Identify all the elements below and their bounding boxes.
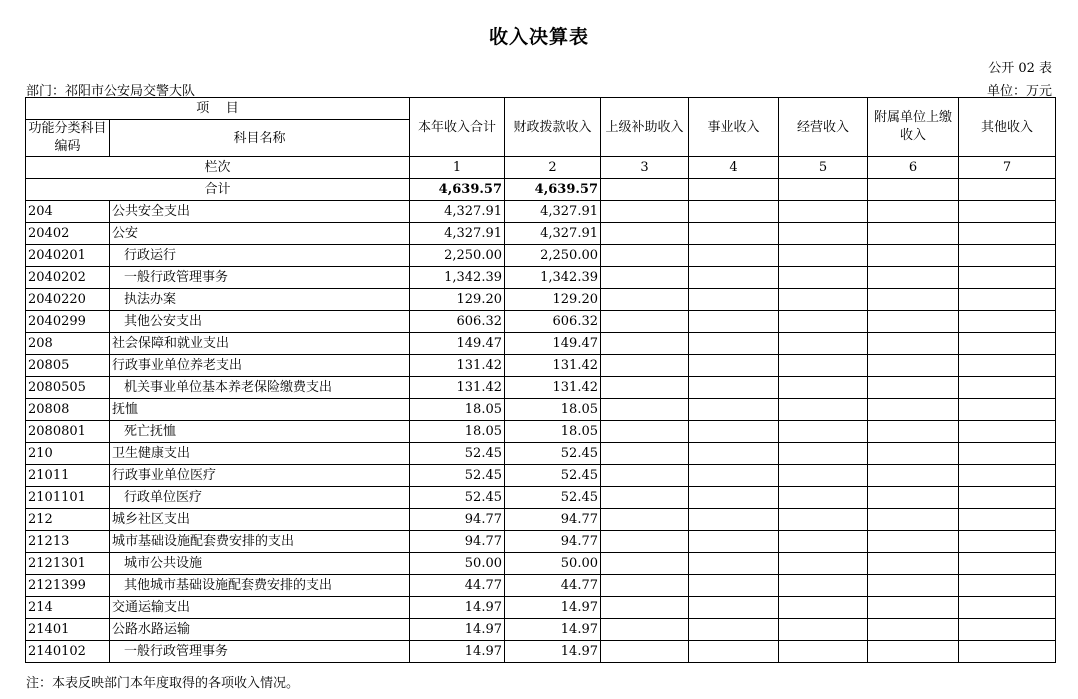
row-fiscal-income: 50.00 [505, 553, 601, 575]
empty-cell [601, 619, 689, 641]
row-fiscal-income: 606.32 [505, 311, 601, 333]
empty-cell [959, 553, 1056, 575]
header-subject-name: 科目名称 [110, 120, 410, 157]
row-fiscal-income: 18.05 [505, 399, 601, 421]
column-number-label: 栏次 [26, 157, 410, 179]
empty-cell [868, 333, 959, 355]
empty-cell [868, 289, 959, 311]
row-fiscal-income: 52.45 [505, 443, 601, 465]
row-code: 21401 [26, 619, 110, 641]
empty-cell [779, 553, 868, 575]
row-income-total: 52.45 [410, 443, 505, 465]
row-fiscal-income: 129.20 [505, 289, 601, 311]
empty-cell [601, 465, 689, 487]
empty-cell [779, 421, 868, 443]
empty-cell [601, 487, 689, 509]
row-fiscal-income: 14.97 [505, 619, 601, 641]
table-row [26, 443, 1056, 465]
empty-cell [959, 531, 1056, 553]
empty-cell [689, 531, 779, 553]
row-income-total: 149.47 [410, 333, 505, 355]
table-row [26, 333, 1056, 355]
empty-cell [689, 355, 779, 377]
row-fiscal-income: 18.05 [505, 421, 601, 443]
empty-cell [868, 311, 959, 333]
empty-cell [601, 223, 689, 245]
empty-cell [779, 443, 868, 465]
row-subject-name: 行政运行 [110, 245, 410, 267]
row-code: 2040299 [26, 311, 110, 333]
row-code: 2040202 [26, 267, 110, 289]
empty-cell [959, 421, 1056, 443]
empty-cell [868, 641, 959, 663]
row-code: 208 [26, 333, 110, 355]
empty-cell [779, 311, 868, 333]
empty-cell [779, 355, 868, 377]
column-number: 2 [505, 157, 601, 179]
row-subject-name: 其他城市基础设施配套费安排的支出 [110, 575, 410, 597]
row-fiscal-income: 149.47 [505, 333, 601, 355]
empty-cell [959, 509, 1056, 531]
empty-cell [601, 553, 689, 575]
row-code: 2040220 [26, 289, 110, 311]
column-number: 7 [959, 157, 1056, 179]
report-title: 收入决算表 [488, 26, 589, 48]
row-income-total: 94.77 [410, 531, 505, 553]
empty-cell [689, 421, 779, 443]
empty-cell [959, 289, 1056, 311]
empty-cell [779, 465, 868, 487]
empty-cell [779, 333, 868, 355]
table-row [26, 487, 1056, 509]
row-income-total: 14.97 [410, 641, 505, 663]
row-code: 2080801 [26, 421, 110, 443]
empty-cell [689, 179, 779, 201]
empty-cell [959, 399, 1056, 421]
empty-cell [868, 531, 959, 553]
empty-cell [689, 223, 779, 245]
row-subject-name: 社会保障和就业支出 [110, 333, 410, 355]
row-subject-name: 城乡社区支出 [110, 509, 410, 531]
total-fiscal: 4,639.57 [505, 179, 601, 201]
row-income-total: 52.45 [410, 465, 505, 487]
empty-cell [959, 597, 1056, 619]
empty-cell [959, 575, 1056, 597]
empty-cell [959, 201, 1056, 223]
row-subject-name: 死亡抚恤 [110, 421, 410, 443]
empty-cell [868, 619, 959, 641]
header-col-3: 上级补助收入 [601, 98, 689, 157]
row-fiscal-income: 1,342.39 [505, 267, 601, 289]
empty-cell [959, 641, 1056, 663]
row-income-total: 14.97 [410, 619, 505, 641]
row-fiscal-income: 94.77 [505, 531, 601, 553]
row-code: 2121399 [26, 575, 110, 597]
empty-cell [689, 487, 779, 509]
empty-cell [689, 201, 779, 223]
empty-cell [601, 311, 689, 333]
table-row [26, 399, 1056, 421]
total-income: 4,639.57 [410, 179, 505, 201]
empty-cell [868, 487, 959, 509]
row-income-total: 18.05 [410, 421, 505, 443]
table-row [26, 619, 1056, 641]
empty-cell [959, 311, 1056, 333]
row-subject-name: 公安 [110, 223, 410, 245]
table-row [26, 553, 1056, 575]
empty-cell [601, 289, 689, 311]
header-col-4: 事业收入 [689, 98, 779, 157]
empty-cell [959, 487, 1056, 509]
empty-cell [601, 641, 689, 663]
row-fiscal-income: 131.42 [505, 377, 601, 399]
table-row [26, 355, 1056, 377]
header-func-code: 功能分类科目编码 [26, 120, 110, 157]
row-income-total: 4,327.91 [410, 201, 505, 223]
row-code: 20402 [26, 223, 110, 245]
row-income-total: 14.97 [410, 597, 505, 619]
empty-cell [868, 267, 959, 289]
row-subject-name: 一般行政管理事务 [110, 641, 410, 663]
row-income-total: 2,250.00 [410, 245, 505, 267]
empty-cell [868, 597, 959, 619]
empty-cell [868, 443, 959, 465]
row-fiscal-income: 14.97 [505, 641, 601, 663]
table-row [26, 575, 1056, 597]
row-income-total: 18.05 [410, 399, 505, 421]
empty-cell [601, 421, 689, 443]
header-project: 项 目 [26, 98, 410, 120]
header-col-1: 本年收入合计 [410, 98, 505, 157]
table-row [26, 201, 1056, 223]
empty-cell [689, 267, 779, 289]
income-table [25, 97, 1056, 663]
row-fiscal-income: 4,327.91 [505, 223, 601, 245]
row-income-total: 131.42 [410, 377, 505, 399]
empty-cell [959, 465, 1056, 487]
row-subject-name: 交通运输支出 [110, 597, 410, 619]
column-number: 3 [601, 157, 689, 179]
row-fiscal-income: 14.97 [505, 597, 601, 619]
table-row [26, 289, 1056, 311]
row-subject-name: 抚恤 [110, 399, 410, 421]
empty-cell [689, 553, 779, 575]
empty-cell [959, 443, 1056, 465]
empty-cell [868, 179, 959, 201]
row-subject-name: 公路水路运输 [110, 619, 410, 641]
empty-cell [601, 575, 689, 597]
row-subject-name: 行政单位医疗 [110, 487, 410, 509]
empty-cell [868, 399, 959, 421]
table-row [26, 531, 1056, 553]
row-fiscal-income: 4,327.91 [505, 201, 601, 223]
unit-label: 单位：万元 [986, 84, 1052, 99]
row-fiscal-income: 131.42 [505, 355, 601, 377]
table-row [26, 311, 1056, 333]
row-code: 21213 [26, 531, 110, 553]
row-income-total: 131.42 [410, 355, 505, 377]
empty-cell [689, 377, 779, 399]
row-code: 212 [26, 509, 110, 531]
row-subject-name: 其他公安支出 [110, 311, 410, 333]
row-fiscal-income: 2,250.00 [505, 245, 601, 267]
column-number: 5 [779, 157, 868, 179]
row-income-total: 1,342.39 [410, 267, 505, 289]
row-income-total: 4,327.91 [410, 223, 505, 245]
empty-cell [601, 267, 689, 289]
row-subject-name: 卫生健康支出 [110, 443, 410, 465]
empty-cell [868, 553, 959, 575]
empty-cell [779, 267, 868, 289]
row-code: 21011 [26, 465, 110, 487]
table-row [26, 509, 1056, 531]
form-number: 公开 02 表 [988, 61, 1052, 76]
empty-cell [689, 465, 779, 487]
empty-cell [779, 399, 868, 421]
empty-cell [779, 179, 868, 201]
row-subject-name: 公共安全支出 [110, 201, 410, 223]
empty-cell [868, 223, 959, 245]
empty-cell [868, 465, 959, 487]
table-row [26, 223, 1056, 245]
row-income-total: 44.77 [410, 575, 505, 597]
empty-cell [689, 289, 779, 311]
total-row [26, 179, 1056, 201]
empty-cell [779, 223, 868, 245]
table-row [26, 245, 1056, 267]
row-income-total: 94.77 [410, 509, 505, 531]
header-col-5: 经营收入 [779, 98, 868, 157]
row-code: 2101101 [26, 487, 110, 509]
empty-cell [779, 201, 868, 223]
footnote: 注：本表反映部门本年度取得的各项收入情况。 [26, 676, 300, 691]
empty-cell [959, 333, 1056, 355]
empty-cell [689, 333, 779, 355]
empty-cell [601, 245, 689, 267]
empty-cell [959, 267, 1056, 289]
row-subject-name: 城市公共设施 [110, 553, 410, 575]
empty-cell [779, 487, 868, 509]
row-income-total: 606.32 [410, 311, 505, 333]
empty-cell [601, 355, 689, 377]
empty-cell [868, 245, 959, 267]
row-code: 210 [26, 443, 110, 465]
row-fiscal-income: 52.45 [505, 465, 601, 487]
empty-cell [868, 377, 959, 399]
empty-cell [779, 575, 868, 597]
empty-cell [689, 311, 779, 333]
empty-cell [779, 597, 868, 619]
empty-cell [601, 597, 689, 619]
row-subject-name: 行政事业单位养老支出 [110, 355, 410, 377]
empty-cell [601, 443, 689, 465]
empty-cell [689, 509, 779, 531]
row-income-total: 52.45 [410, 487, 505, 509]
empty-cell [689, 443, 779, 465]
empty-cell [959, 377, 1056, 399]
empty-cell [689, 641, 779, 663]
empty-cell [779, 509, 868, 531]
empty-cell [601, 509, 689, 531]
empty-cell [868, 201, 959, 223]
empty-cell [601, 179, 689, 201]
row-code: 20805 [26, 355, 110, 377]
empty-cell [601, 201, 689, 223]
empty-cell [601, 377, 689, 399]
empty-cell [601, 399, 689, 421]
row-code: 2121301 [26, 553, 110, 575]
header-col-7: 其他收入 [959, 98, 1056, 157]
empty-cell [959, 355, 1056, 377]
empty-cell [779, 289, 868, 311]
empty-cell [689, 575, 779, 597]
empty-cell [959, 223, 1056, 245]
empty-cell [779, 619, 868, 641]
row-fiscal-income: 94.77 [505, 509, 601, 531]
empty-cell [689, 619, 779, 641]
table-row [26, 377, 1056, 399]
column-number: 6 [868, 157, 959, 179]
empty-cell [868, 421, 959, 443]
table-row [26, 597, 1056, 619]
row-code: 2040201 [26, 245, 110, 267]
department-label: 部门：祁阳市公安局交警大队 [26, 84, 196, 99]
row-code: 2140102 [26, 641, 110, 663]
row-subject-name: 行政事业单位医疗 [110, 465, 410, 487]
table-row [26, 465, 1056, 487]
row-subject-name: 执法办案 [110, 289, 410, 311]
empty-cell [959, 619, 1056, 641]
empty-cell [601, 531, 689, 553]
header-col-6: 附属单位上缴收入 [868, 98, 959, 157]
empty-cell [868, 355, 959, 377]
empty-cell [689, 597, 779, 619]
empty-cell [868, 575, 959, 597]
row-fiscal-income: 52.45 [505, 487, 601, 509]
row-code: 214 [26, 597, 110, 619]
empty-cell [689, 399, 779, 421]
header-col-2: 财政拨款收入 [505, 98, 601, 157]
empty-cell [779, 531, 868, 553]
empty-cell [959, 245, 1056, 267]
empty-cell [779, 641, 868, 663]
row-code: 204 [26, 201, 110, 223]
row-subject-name: 城市基础设施配套费安排的支出 [110, 531, 410, 553]
row-code: 2080505 [26, 377, 110, 399]
empty-cell [779, 377, 868, 399]
row-income-total: 50.00 [410, 553, 505, 575]
empty-cell [689, 245, 779, 267]
empty-cell [779, 245, 868, 267]
row-subject-name: 机关事业单位基本养老保险缴费支出 [110, 377, 410, 399]
total-label: 合计 [26, 179, 410, 201]
empty-cell [959, 179, 1056, 201]
row-fiscal-income: 44.77 [505, 575, 601, 597]
table-row [26, 267, 1056, 289]
empty-cell [601, 333, 689, 355]
column-number: 4 [689, 157, 779, 179]
table-row [26, 641, 1056, 663]
row-subject-name: 一般行政管理事务 [110, 267, 410, 289]
row-code: 20808 [26, 399, 110, 421]
column-number: 1 [410, 157, 505, 179]
empty-cell [868, 509, 959, 531]
row-income-total: 129.20 [410, 289, 505, 311]
table-row [26, 421, 1056, 443]
